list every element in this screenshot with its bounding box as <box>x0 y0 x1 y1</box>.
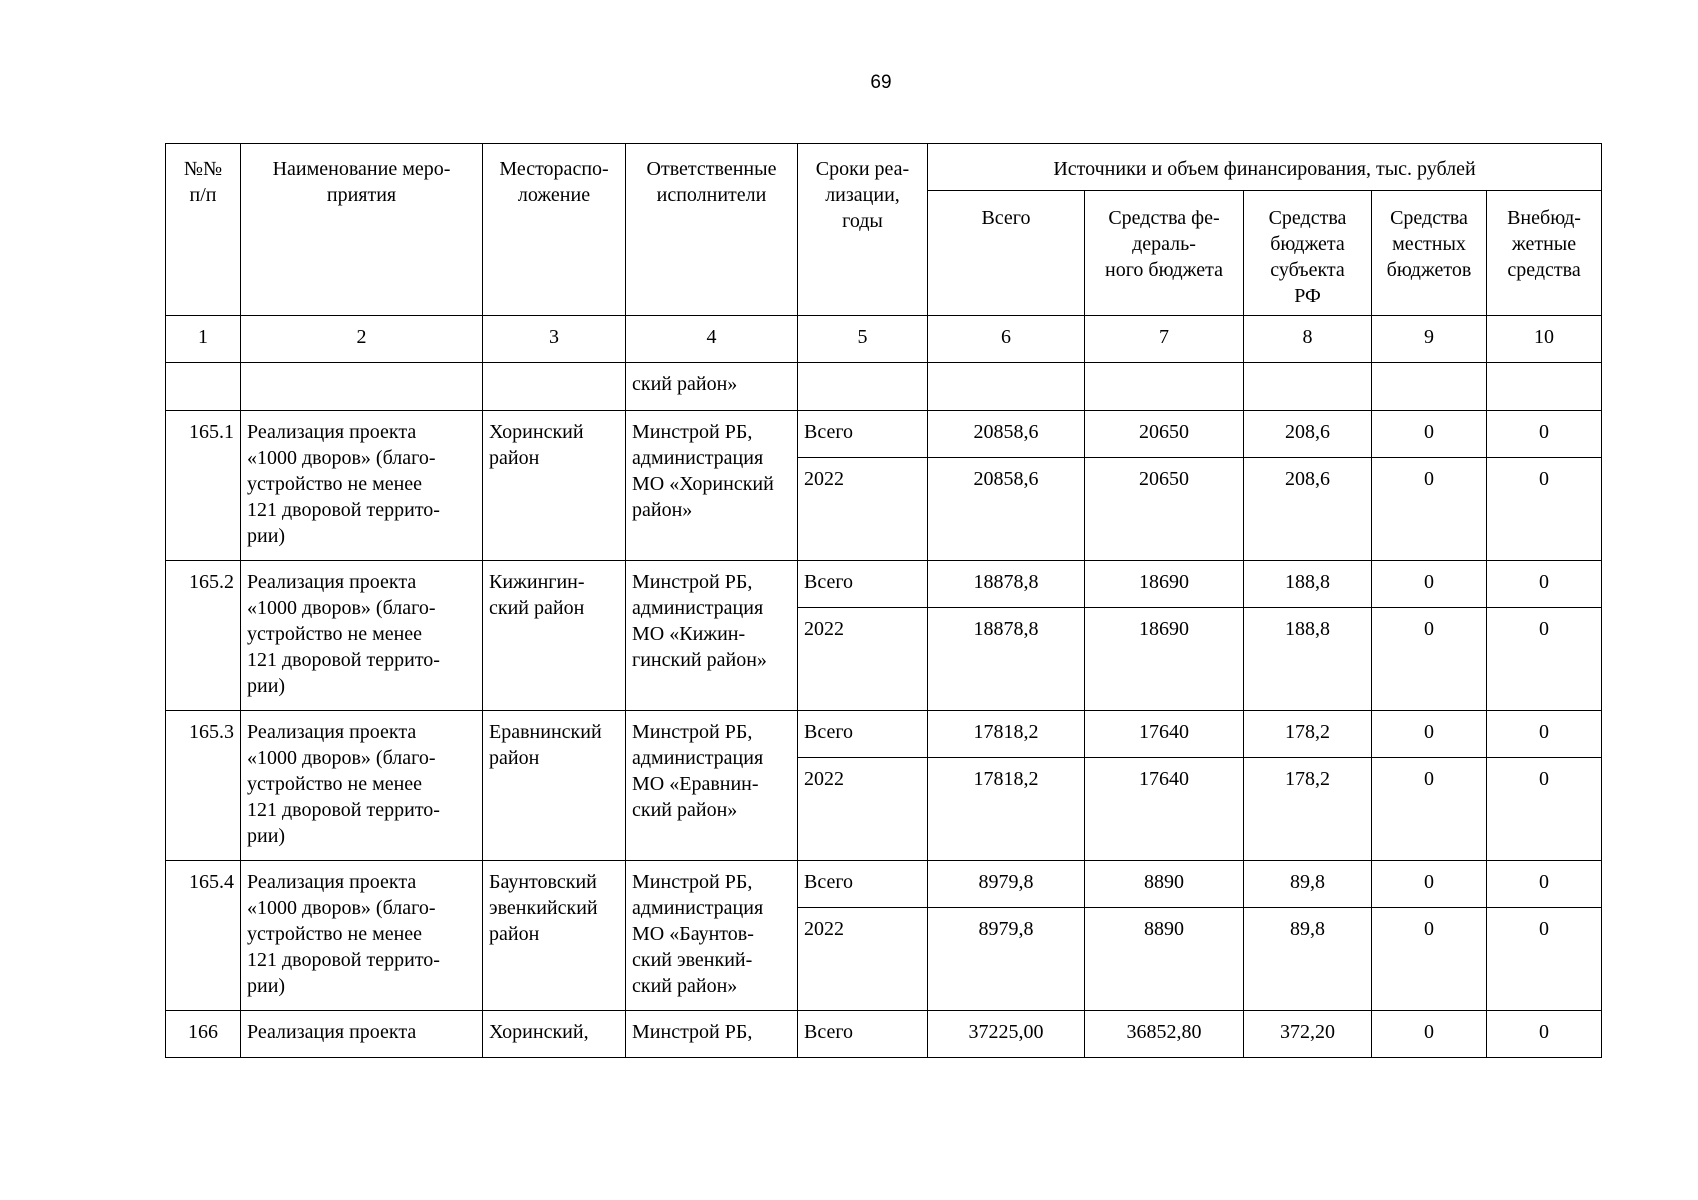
row-period: Всего <box>798 561 928 608</box>
row-subject: 372,20 <box>1244 1011 1372 1058</box>
header-location: Местораспо- ложение <box>483 144 626 316</box>
column-number: 8 <box>1244 316 1372 363</box>
empty-cell <box>1487 363 1602 411</box>
row-local: 0 <box>1372 411 1487 458</box>
row-federal: 20650 <box>1085 411 1244 458</box>
row-local: 0 <box>1372 861 1487 908</box>
row-period: Всего <box>798 1011 928 1058</box>
row-number: 166 <box>166 1011 241 1058</box>
header-local: Средства местных бюджетов <box>1372 191 1487 316</box>
row-extra: 0 <box>1487 608 1602 711</box>
row-total: 18878,8 <box>928 561 1085 608</box>
row-extra: 0 <box>1487 758 1602 861</box>
row-local: 0 <box>1372 458 1487 561</box>
row-period: 2022 <box>798 758 928 861</box>
row-federal: 17640 <box>1085 711 1244 758</box>
row-subject: 89,8 <box>1244 908 1372 1011</box>
row-local: 0 <box>1372 1011 1487 1058</box>
row-number: 165.3 <box>166 711 241 861</box>
row-location: Хоринский, <box>483 1011 626 1058</box>
empty-cell <box>798 363 928 411</box>
row-local: 0 <box>1372 711 1487 758</box>
row-federal: 20650 <box>1085 458 1244 561</box>
row-name: Реализация проекта <box>241 1011 483 1058</box>
header-subject: Средства бюджета субъекта РФ <box>1244 191 1372 316</box>
column-number: 4 <box>626 316 798 363</box>
page-number: 69 <box>870 72 892 93</box>
row-subject: 178,2 <box>1244 711 1372 758</box>
header-financing: Источники и объем финансирования, тыс. рублей <box>928 144 1602 191</box>
row-location: Хоринский район <box>483 411 626 561</box>
row-period: 2022 <box>798 608 928 711</box>
row-extra: 0 <box>1487 861 1602 908</box>
row-local: 0 <box>1372 608 1487 711</box>
column-number: 3 <box>483 316 626 363</box>
row-total: 20858,6 <box>928 411 1085 458</box>
table-row <box>166 561 1602 608</box>
column-number-row <box>166 316 1602 363</box>
table-row <box>166 411 1602 458</box>
empty-cell <box>241 363 483 411</box>
header-row <box>166 144 1602 191</box>
row-name: Реализация проекта «1000 дворов» (благо- устройство не менее 121 дворовой террито- рии) <box>241 561 483 711</box>
column-number: 7 <box>1085 316 1244 363</box>
header-name: Наименование меро- приятия <box>241 144 483 316</box>
header-total: Всего <box>928 191 1085 316</box>
row-responsible: Минстрой РБ, <box>626 1011 798 1058</box>
empty-cell <box>483 363 626 411</box>
row-number: 165.2 <box>166 561 241 711</box>
row-local: 0 <box>1372 758 1487 861</box>
row-responsible: Минстрой РБ, администрация МО «Баунтов- ский эвенкий- ский район» <box>626 861 798 1011</box>
row-extra: 0 <box>1487 411 1602 458</box>
row-name: Реализация проекта «1000 дворов» (благо- устройство не менее 121 дворовой террито- рии) <box>241 861 483 1011</box>
continuation-row <box>166 363 1602 411</box>
row-name: Реализация проекта «1000 дворов» (благо- устройство не менее 121 дворовой террито- рии) <box>241 411 483 561</box>
header-responsible: Ответственные исполнители <box>626 144 798 316</box>
row-federal: 18690 <box>1085 561 1244 608</box>
row-federal: 8890 <box>1085 908 1244 1011</box>
row-responsible: Минстрой РБ, администрация МО «Хоринский район» <box>626 411 798 561</box>
empty-cell <box>1085 363 1244 411</box>
financing-table <box>165 143 1602 1058</box>
row-period: Всего <box>798 411 928 458</box>
row-subject: 178,2 <box>1244 758 1372 861</box>
row-responsible: Минстрой РБ, администрация МО «Еравнин- ский район» <box>626 711 798 861</box>
row-total: 8979,8 <box>928 908 1085 1011</box>
row-period: Всего <box>798 711 928 758</box>
row-location: Еравнинский район <box>483 711 626 861</box>
column-number: 1 <box>166 316 241 363</box>
table-row <box>166 711 1602 758</box>
table-row <box>166 861 1602 908</box>
row-extra: 0 <box>1487 908 1602 1011</box>
row-extra: 0 <box>1487 458 1602 561</box>
row-local: 0 <box>1372 908 1487 1011</box>
row-responsible: Минстрой РБ, администрация МО «Кижин- гинский район» <box>626 561 798 711</box>
row-total: 37225,00 <box>928 1011 1085 1058</box>
row-total: 18878,8 <box>928 608 1085 711</box>
row-local: 0 <box>1372 561 1487 608</box>
row-total: 17818,2 <box>928 711 1085 758</box>
header-federal: Средства фе- дераль- ного бюджета <box>1085 191 1244 316</box>
row-location: Кижингин- ский район <box>483 561 626 711</box>
row-number: 165.1 <box>166 411 241 561</box>
row-total: 20858,6 <box>928 458 1085 561</box>
table-row <box>166 1011 1602 1058</box>
column-number: 9 <box>1372 316 1487 363</box>
column-number: 2 <box>241 316 483 363</box>
header-num: №№ п/п <box>166 144 241 316</box>
row-extra: 0 <box>1487 561 1602 608</box>
row-subject: 89,8 <box>1244 861 1372 908</box>
row-extra: 0 <box>1487 1011 1602 1058</box>
row-period: Всего <box>798 861 928 908</box>
continuation-text: ский район» <box>626 363 798 411</box>
row-subject: 188,8 <box>1244 608 1372 711</box>
empty-cell <box>166 363 241 411</box>
row-federal: 17640 <box>1085 758 1244 861</box>
column-number: 5 <box>798 316 928 363</box>
empty-cell <box>1244 363 1372 411</box>
row-federal: 18690 <box>1085 608 1244 711</box>
empty-cell <box>928 363 1085 411</box>
row-subject: 188,8 <box>1244 561 1372 608</box>
row-period: 2022 <box>798 458 928 561</box>
row-total: 8979,8 <box>928 861 1085 908</box>
column-number: 10 <box>1487 316 1602 363</box>
row-federal: 8890 <box>1085 861 1244 908</box>
row-extra: 0 <box>1487 711 1602 758</box>
row-number: 165.4 <box>166 861 241 1011</box>
row-total: 17818,2 <box>928 758 1085 861</box>
header-period: Сроки реа- лизации, годы <box>798 144 928 316</box>
row-subject: 208,6 <box>1244 411 1372 458</box>
row-period: 2022 <box>798 908 928 1011</box>
row-federal: 36852,80 <box>1085 1011 1244 1058</box>
row-subject: 208,6 <box>1244 458 1372 561</box>
header-extra: Внебюд- жетные средства <box>1487 191 1602 316</box>
row-name: Реализация проекта «1000 дворов» (благо- устройство не менее 121 дворовой террито- рии) <box>241 711 483 861</box>
row-location: Баунтовский эвенкийский район <box>483 861 626 1011</box>
column-number: 6 <box>928 316 1085 363</box>
empty-cell <box>1372 363 1487 411</box>
